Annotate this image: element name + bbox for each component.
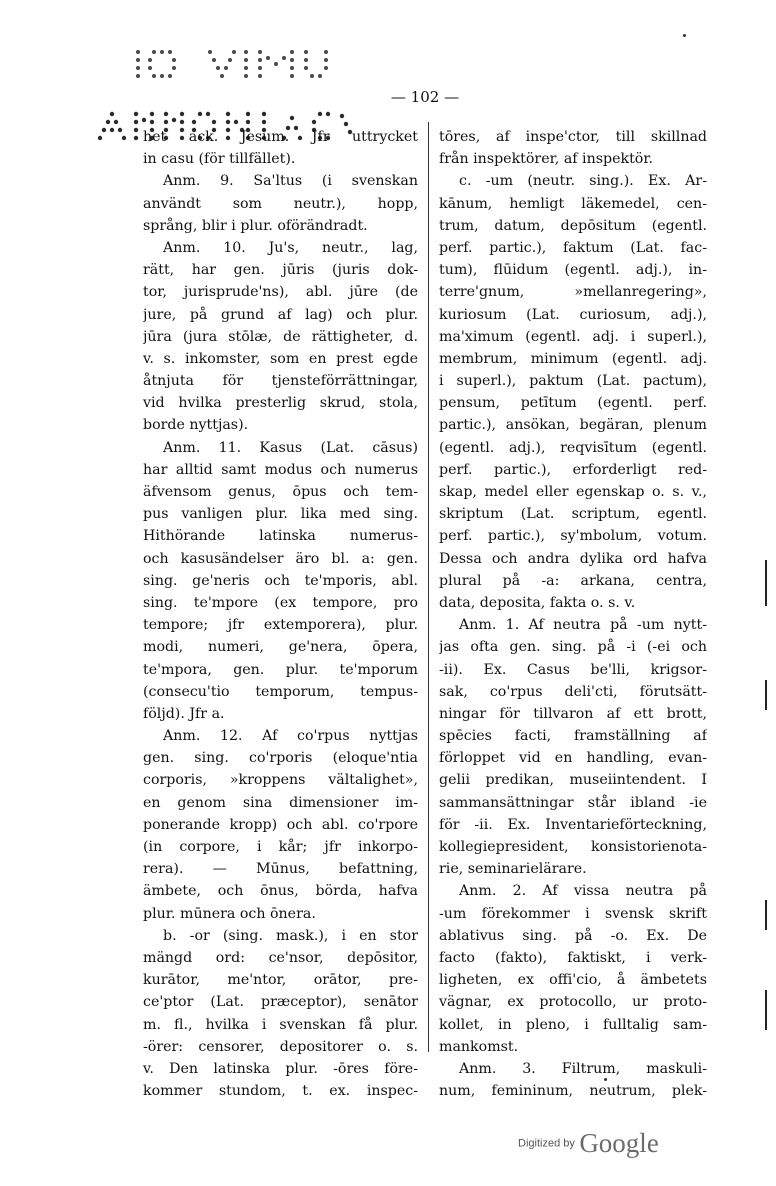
text-line: plural på -a: arkana, centra, (439, 572, 707, 589)
text-line: trum, datum, depōsitum (egentl. (439, 217, 707, 234)
text-line: mankomst. (439, 1038, 519, 1055)
text-line: sak, co'rpus deli'cti, förutsätt- (439, 683, 707, 700)
text-line: Anm. 12. Af co'rpus nyttjas (163, 728, 418, 745)
text-line: jūra (jura stōlæ, de rättigheter, d. (143, 328, 418, 345)
text-line: Anm. 10. Ju's, neutr., lag, (163, 239, 418, 256)
scan-edge-mark (765, 560, 767, 606)
scan-speck (683, 34, 686, 37)
text-line: (egentl. adj.), reqvisītum (egentl. (439, 439, 707, 456)
text-line: -um förekommer i svensk skrift (439, 905, 707, 922)
text-line: perf. partic.), erforderligt red- (439, 461, 707, 478)
text-line: corporis, »kroppens vältalighet», (143, 772, 418, 789)
text-line: för -ii. Ex. Inventarieförteckning, (439, 816, 707, 833)
text-line: och kasusändelser äro bl. a: gen. (143, 550, 418, 567)
scan-edge-mark (765, 680, 767, 710)
text-line: te'mpora, gen. plur. te'mporum (143, 661, 418, 678)
text-line: borde nyttjas). (143, 417, 249, 434)
text-line: -örer: censorer, depositorer o. s. (143, 1038, 418, 1055)
text-line: Anm. 1. Af neutra på -um nytt- (459, 617, 707, 634)
text-line: Anm. 11. Kasus (Lat. cāsus) (163, 439, 418, 456)
text-line: terre'gnum, »mellanregering», (439, 284, 707, 301)
text-line: v. Den latinska plur. -ōres före- (143, 1060, 418, 1077)
text-line: gen. sing. co'rporis (eloque'ntia (143, 750, 418, 767)
text-line: tum), flūidum (egentl. adj.), in- (439, 262, 707, 279)
text-line: perf. partic.), sy'mbolum, votum. (439, 528, 707, 545)
text-line: spēcies facti, framställning af (439, 728, 707, 745)
text-line: num, femininum, neutrum, plek- (439, 1083, 707, 1100)
text-line: från inspektörer, af inspektör. (439, 151, 654, 168)
text-line: facto (fakto), faktiskt, i verk- (439, 949, 707, 966)
text-line: Anm. 3. Filtrum, maskuli- (459, 1060, 707, 1077)
text-line: en genom sina dimensioner im- (143, 794, 418, 811)
text-line: har alltid samt modus och numerus (143, 461, 418, 478)
text-line: kuriosum (Lat. curiosum, adj.), (439, 306, 707, 323)
text-line: rätt, har gen. jūris (juris dok- (143, 262, 418, 279)
text-line: åtnjuta för tjensteförrättningar, (143, 373, 418, 390)
digitized-prefix: Digitized by (518, 1137, 575, 1150)
text-line: ningar för tillvaron af ett brott, (439, 705, 707, 722)
text-line: skap, medel eller egenskap o. s. v., (439, 484, 707, 500)
text-line: perf. partic.), faktum (Lat. fac- (439, 239, 707, 256)
text-line: Dessa och andra dylika ord hafva (439, 550, 707, 567)
left-column (143, 126, 418, 1102)
text-line: membrum, minimum (egentl. adj. (439, 350, 707, 367)
text-line: (in corpore, i kår; jfr inkorpo- (143, 839, 418, 855)
text-line: i superl.), paktum (Lat. pactum), (439, 373, 707, 390)
text-line: gelii predikan, museiintendent. I (439, 772, 707, 789)
text-line: sing. te'mpore (ex tempore, pro (143, 594, 418, 611)
text-line: partic.), ansökan, begäran, plenum (439, 417, 707, 434)
text-line: skriptum (Lat. scriptum, egentl. (439, 506, 707, 523)
text-line: äfvensom genus, ōpus och tem- (143, 484, 418, 500)
text-line: c. -um (neutr. sing.). Ex. Ar- (459, 173, 707, 190)
text-line: ma'ximum (egentl. adj. i superl.), (439, 328, 707, 345)
text-line: -ii). Ex. Casus be'lli, krigsor- (439, 661, 707, 678)
text-line: kollegiepresident, konsistorienota- (439, 839, 707, 855)
scan-speck (604, 1078, 607, 1081)
text-line: b. -or (sing. mask.), i en stor (163, 927, 418, 944)
text-line: kommer stundom, t. ex. inspec- (143, 1083, 418, 1100)
column-divider (428, 122, 429, 1052)
text-line: vid hvilka presterlig skrud, stola, (143, 395, 418, 412)
text-line: v. s. inkomster, som en prest egde (143, 350, 418, 367)
text-line: m. fl., hvilka i svenskan få plur. (143, 1016, 418, 1033)
text-line: pensum, petītum (egentl. perf. (439, 395, 707, 412)
right-column (439, 126, 707, 1102)
text-line: het ack. Jesum. Jfr uttrycket (143, 129, 418, 145)
text-line: sammansättningar står ibland -ie (439, 794, 707, 811)
scan-edge-mark (765, 990, 767, 1030)
text-line: ce'ptor (Lat. præceptor), senātor (143, 994, 418, 1011)
text-line: följd). Jfr a. (143, 705, 225, 722)
text-line: plur. mūnera och ōnera. (143, 905, 316, 922)
digitized-by-google (518, 1128, 678, 1168)
text-line: tōres, af inspe'ctor, till skillnad (439, 129, 707, 145)
text-line: (consecu'tio temporum, tempus- (143, 683, 418, 700)
text-line: Anm. 9. Sa'ltus (i svenskan (163, 173, 418, 190)
text-line: jure, på grund af lag) och plur. (143, 306, 418, 323)
google-wordmark: Google (579, 1128, 659, 1158)
text-line: rie, seminarielärare. (439, 861, 587, 878)
text-line: användt som neutr.), hopp, (143, 195, 418, 212)
text-line: data, deposita, fakta o. s. v. (439, 594, 636, 611)
text-line: Anm. 2. Af vissa neutra på (459, 883, 707, 900)
scan-edge-mark (765, 900, 767, 930)
text-line: sing. ge'neris och te'mporis, abl. (143, 572, 418, 589)
text-line: rera). — Mūnus, befattning, (143, 861, 418, 878)
text-line: vägnar, ex protocollo, ur proto- (439, 994, 707, 1011)
page-number: — 102 — (390, 88, 460, 106)
text-line: modi, numeri, ge'nera, ōpera, (143, 639, 418, 656)
text-line: ponerande kropp) och abl. co'rpore (143, 816, 418, 833)
text-line: mängd ord: ce'nsor, depōsitor, (143, 949, 418, 966)
text-line: förloppet vid en handling, evan- (439, 750, 707, 767)
text-line: Hithörande latinska numerus- (143, 528, 418, 545)
text-line: ablativus sing. på -o. Ex. De (439, 927, 707, 944)
text-line: tor, jurisprude'ns), abl. jūre (de (143, 284, 418, 301)
text-line: ämbete, och ōnus, börda, hafva (143, 883, 418, 900)
text-line: tempore; jfr extemporera), plur. (143, 617, 418, 634)
text-line: in casu (för tillfället). (143, 151, 296, 168)
text-line: språng, blir i plur. oförändradt. (143, 217, 368, 234)
text-line: kurātor, me'ntor, orātor, pre- (143, 972, 418, 989)
text-line: kānum, hemligt läkemedel, cen- (439, 195, 707, 212)
text-line: kollet, in pleno, i fulltalig sam- (439, 1016, 707, 1033)
text-line: pus vanligen plur. lika med sing. (143, 506, 418, 523)
text-line: jas ofta gen. sing. på -i (-ei och (439, 639, 707, 656)
text-line: ligheten, ex offi'cio, å ämbetets (439, 972, 707, 989)
